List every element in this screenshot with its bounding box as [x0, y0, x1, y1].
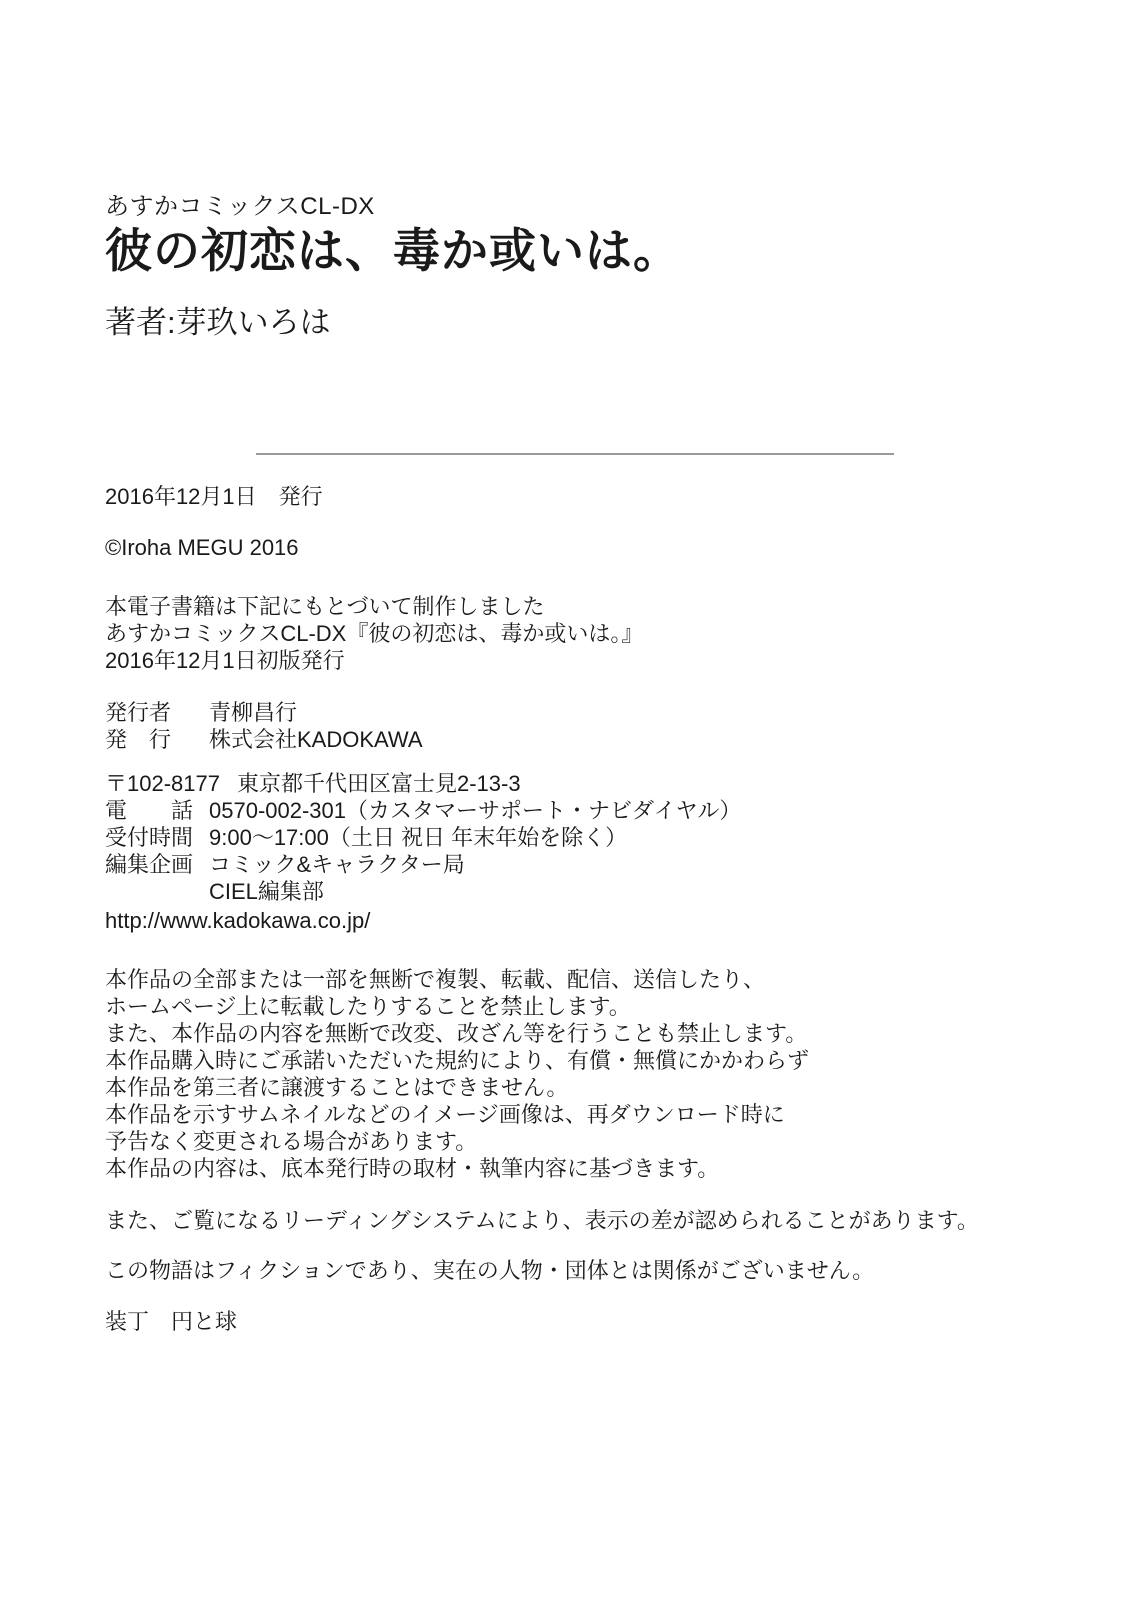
- hours-label: 受付時間: [105, 825, 194, 850]
- editing-row: [105, 851, 1045, 878]
- copyright-line: ©Iroha MEGU 2016: [105, 535, 299, 560]
- editing-label: 編集企画: [105, 852, 194, 877]
- issuer-label: 発行者: [105, 700, 172, 725]
- hours-value: 9:00～17:00（土日 祝日 年末年始を除く）: [209, 825, 628, 850]
- telephone-row: [105, 797, 1045, 824]
- section-divider: [256, 453, 894, 455]
- address: 東京都千代田区富士見2-13-3: [237, 771, 521, 796]
- editing-department2: CIEL編集部: [209, 879, 324, 904]
- editing-row2: [105, 878, 1045, 905]
- legal-text-line: 予告なく変更される場合があります。: [105, 1129, 478, 1154]
- editing-label-spacer: [105, 878, 209, 905]
- legal-text-line: 本作品の内容は、底本発行時の取材・執筆内容に基づきます。: [105, 1156, 720, 1181]
- legal-text-line: 本作品購入時にご承諾いただいた規約により、有償・無償にかかわらず: [105, 1048, 810, 1073]
- publisher-label: 発 行: [105, 727, 172, 752]
- source-note: [105, 593, 1045, 674]
- editing-department: コミック&キャラクター局: [209, 852, 465, 877]
- publisher-row: [105, 726, 1045, 753]
- source-note-line3: 2016年12月1日初版発行: [105, 648, 345, 673]
- issuer-name: 青柳昌行: [209, 700, 298, 725]
- book-title: 彼の初恋は、毒か或いは。: [105, 224, 681, 277]
- fiction-disclaimer: この物語はフィクションであり、実在の人物・団体とは関係がございません。: [105, 1258, 875, 1283]
- publisher-name: 株式会社KADOKAWA: [209, 727, 423, 752]
- issue-date: 2016年12月1日 発行: [105, 484, 323, 509]
- legal-text-line: また、本作品の内容を無断で改変、改ざん等を行うことも禁止します。: [105, 1021, 808, 1046]
- issuer-row: [105, 699, 1045, 726]
- legal-block: [105, 966, 1045, 1182]
- legal-text-line: 本作品を第三者に譲渡することはできません。: [105, 1075, 569, 1100]
- design-credit: 装丁 円と球: [105, 1309, 238, 1334]
- reading-system-note: また、ご覧になるリーディングシステムにより、表示の差が認められることがあります。: [105, 1208, 979, 1233]
- telephone-number: 0570-002-301（カスタマーサポート・ナビダイヤル）: [209, 798, 742, 823]
- series-label: あすかコミックスCL-DX: [105, 193, 375, 220]
- postal-row: [105, 770, 1045, 797]
- colophon-content: [105, 193, 1045, 1335]
- postal-code: 〒102-8177: [105, 771, 220, 796]
- source-note-line1: 本電子書籍は下記にもとづいて制作しました: [105, 594, 545, 619]
- website-url: http://www.kadokawa.co.jp/: [105, 908, 371, 933]
- source-note-line2: あすかコミックスCL-DX『彼の初恋は、毒か或いは。』: [105, 621, 644, 646]
- legal-text-line: 本作品を示すサムネイルなどのイメージ画像は、再ダウンロード時に: [105, 1102, 785, 1127]
- author-line: 著者:芽玖いろは: [105, 305, 331, 340]
- publisher-block: [105, 699, 1045, 753]
- legal-text-line: ホームページ上に転載したりすることを禁止します。: [105, 994, 631, 1019]
- hours-row: [105, 824, 1045, 851]
- telephone-label: 電 話: [105, 798, 194, 823]
- contact-block: [105, 770, 1045, 934]
- legal-text-line: 本作品の全部または一部を無断で複製、転載、配信、送信したり、: [105, 967, 766, 992]
